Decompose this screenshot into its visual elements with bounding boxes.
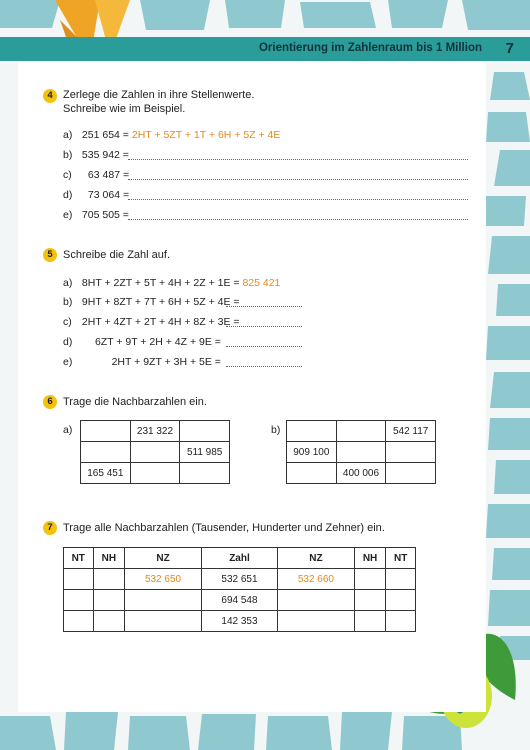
grid-cell[interactable] [81, 442, 131, 463]
task-6-badge: 6 [43, 395, 57, 409]
table-cell: 142 353 [201, 611, 277, 632]
task-5-row-a [63, 277, 280, 289]
column-header: NH [354, 548, 386, 569]
grid-cell[interactable]: 542 117 [386, 421, 436, 442]
row-expression: 9HT + 8ZT + 7T + 6H + 5Z + 4E = [81, 296, 240, 308]
grid-cell[interactable]: 400 006 [336, 463, 386, 484]
grid-cell[interactable] [81, 421, 131, 442]
grid-a-label: a) [63, 424, 73, 436]
table-cell[interactable] [93, 611, 125, 632]
answer-line[interactable] [128, 189, 468, 200]
table-cell[interactable] [278, 611, 354, 632]
grid-cell[interactable] [130, 463, 180, 484]
answer-line[interactable] [128, 209, 468, 220]
grid-cell[interactable]: 511 985 [180, 442, 230, 463]
page-number: 7 [505, 40, 514, 57]
grid-cell[interactable] [180, 421, 230, 442]
task-4-row-c [63, 169, 129, 181]
row-label: e) [63, 356, 73, 368]
task-5-row-e [63, 356, 221, 368]
table-cell[interactable] [93, 590, 125, 611]
answer-line[interactable] [226, 316, 302, 327]
task-5-row-c [63, 316, 240, 328]
row-label: d) [63, 336, 73, 348]
column-header: NZ [125, 548, 201, 569]
task-7-badge: 7 [43, 521, 57, 535]
task-5-badge: 5 [43, 248, 57, 262]
table-cell[interactable] [386, 611, 416, 632]
neighbor-grid-b [286, 420, 436, 484]
row-label: d) [63, 189, 73, 201]
table-cell[interactable] [93, 569, 125, 590]
row-expression: 251 654 = [81, 129, 129, 141]
row-label: a) [63, 277, 73, 289]
row-expression: 2HT + 9ZT + 3H + 5E = [111, 356, 221, 368]
answer-line[interactable] [226, 336, 302, 347]
grid-cell[interactable] [287, 463, 337, 484]
grid-cell[interactable]: 165 451 [81, 463, 131, 484]
row-answer: 825 421 [242, 277, 281, 289]
table-header-row [64, 548, 416, 569]
column-header: Zahl [201, 548, 277, 569]
row-label: c) [63, 316, 72, 328]
row-label: a) [63, 129, 73, 141]
table-cell[interactable] [386, 590, 416, 611]
task-4-row-a [63, 129, 280, 141]
answer-line[interactable] [226, 356, 302, 367]
column-header: NZ [278, 548, 354, 569]
grid-b-label: b) [271, 424, 281, 436]
table-cell[interactable] [278, 590, 354, 611]
task-5-instruction: Schreibe die Zahl auf. [63, 249, 171, 261]
row-expression: 63 487 = [87, 169, 130, 181]
row-expression: 2HT + 4ZT + 2T + 4H + 8Z + 3E = [81, 316, 240, 328]
table-cell: 532 651 [201, 569, 277, 590]
table-cell[interactable] [125, 590, 201, 611]
table-row [64, 611, 416, 632]
row-expression: 705 505 = [81, 209, 129, 221]
column-header: NH [93, 548, 125, 569]
grid-cell[interactable] [336, 442, 386, 463]
table-cell[interactable]: 532 650 [125, 569, 201, 590]
task-5-row-d [63, 336, 221, 348]
row-expression: 73 064 = [87, 189, 130, 201]
task-5-row-b [63, 296, 240, 308]
row-expression: 8HT + 2ZT + 5T + 4H + 2Z + 1E = [81, 277, 240, 289]
table-cell: 694 548 [201, 590, 277, 611]
table-cell[interactable] [354, 611, 386, 632]
task-4-instruction-line1: Zerlege die Zahlen in ihre Stellenwerte. [63, 89, 255, 101]
task-4-row-e [63, 209, 129, 221]
task-4-instruction [63, 88, 254, 116]
task-4-badge: 4 [43, 89, 57, 103]
table-cell[interactable] [386, 569, 416, 590]
row-label: b) [63, 296, 73, 308]
column-header: NT [386, 548, 416, 569]
task-4-row-d [63, 189, 129, 201]
grid-cell[interactable] [130, 442, 180, 463]
table-cell[interactable] [125, 611, 201, 632]
task-4-instruction-line2: Schreibe wie im Beispiel. [63, 103, 186, 115]
table-cell[interactable]: 532 660 [278, 569, 354, 590]
table-cell[interactable] [64, 611, 94, 632]
task-7-instruction: Trage alle Nachbarzahlen (Tausender, Hunderter und Zehner) ein. [63, 522, 385, 534]
answer-line[interactable] [128, 169, 468, 180]
row-answer: 2HT + 5ZT + 1T + 6H + 5Z + 4E [131, 129, 281, 141]
answer-line[interactable] [226, 296, 302, 307]
grid-cell[interactable] [287, 421, 337, 442]
column-header: NT [64, 548, 94, 569]
neighbor-grid-a [80, 420, 230, 484]
task-6-instruction: Trage die Nachbarzahlen ein. [63, 396, 207, 408]
grid-cell[interactable] [180, 463, 230, 484]
table-cell[interactable] [64, 569, 94, 590]
row-expression: 535 942 = [81, 149, 129, 161]
grid-cell[interactable] [386, 442, 436, 463]
grid-cell[interactable]: 231 322 [130, 421, 180, 442]
table-cell[interactable] [354, 590, 386, 611]
grid-cell[interactable] [386, 463, 436, 484]
page-title: Orientierung im Zahlenraum bis 1 Million [258, 42, 482, 54]
table-row [64, 590, 416, 611]
table-cell[interactable] [354, 569, 386, 590]
grid-cell[interactable]: 909 100 [287, 442, 337, 463]
row-expression: 6ZT + 9T + 2H + 4Z + 9E = [94, 336, 221, 348]
grid-cell[interactable] [336, 421, 386, 442]
answer-line[interactable] [128, 149, 468, 160]
row-label: b) [63, 149, 73, 161]
table-cell[interactable] [64, 590, 94, 611]
row-label: e) [63, 209, 73, 221]
task-4-row-b [63, 149, 129, 161]
table-row [64, 569, 416, 590]
row-label: c) [63, 169, 72, 181]
neighbor-numbers-table [63, 547, 416, 632]
